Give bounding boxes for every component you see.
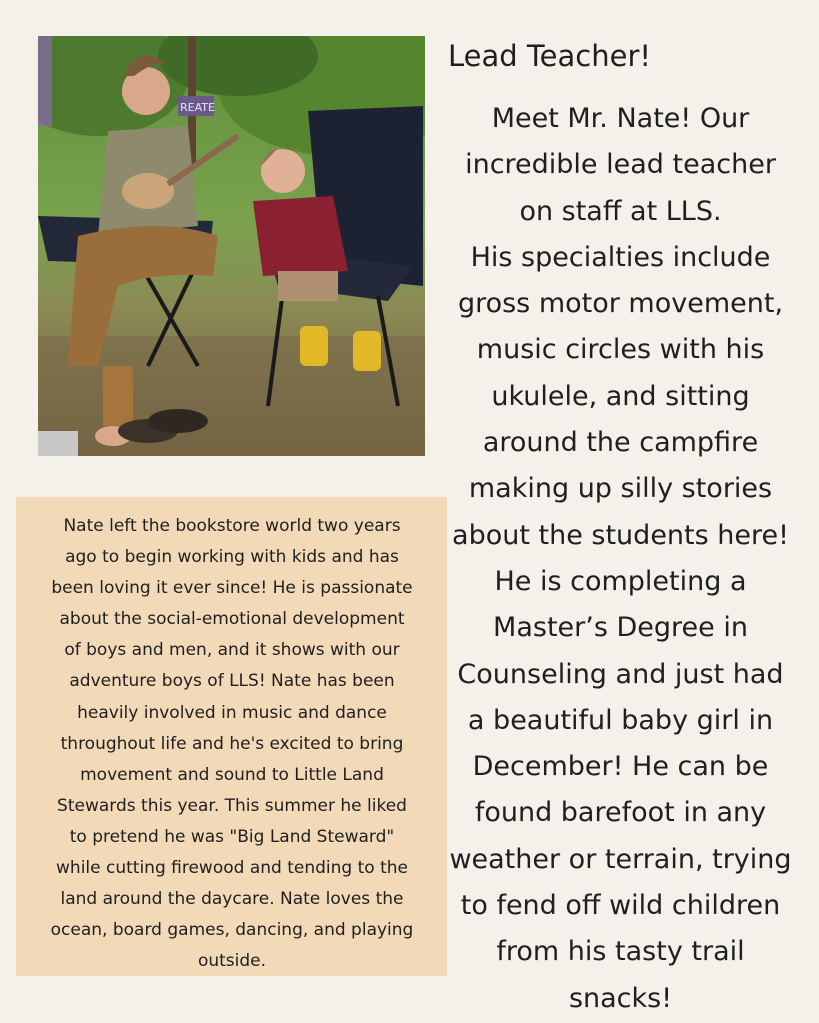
- teacher-intro: [448, 96, 793, 1022]
- intro-line: on staff at LLS.: [519, 195, 722, 227]
- bio-line: ocean, board games, dancing, and playing: [50, 920, 414, 941]
- bio-line: to pretend he was "Big Land Steward": [69, 826, 395, 847]
- intro-line: Master’s Degree in: [493, 612, 748, 644]
- intro-line: about the students here!: [452, 519, 789, 551]
- bio-line: Stewards this year. This summer he liked: [57, 795, 407, 816]
- intro-line: He is completing a: [494, 565, 747, 597]
- lead-teacher-heading: Lead Teacher!: [448, 39, 651, 73]
- bio-line: movement and sound to Little Land: [80, 764, 384, 785]
- bio-line: been loving it ever since! He is passionate: [51, 578, 413, 599]
- intro-line: weather or terrain, trying: [449, 843, 792, 875]
- intro-line: His specialties include: [470, 241, 771, 273]
- bio-line: outside.: [197, 951, 267, 972]
- bio-text: [38, 511, 426, 977]
- intro-line: snacks!: [568, 982, 673, 1014]
- intro-line: found barefoot in any: [474, 797, 767, 829]
- intro-line: around the campfire: [482, 427, 759, 459]
- teacher-photo-illustration: [38, 36, 425, 456]
- bio-line: heavily involved in music and dance: [77, 702, 387, 723]
- sign-text: REATE: [180, 101, 215, 114]
- bio-line: land around the daycare. Nate loves the: [60, 889, 404, 910]
- intro-line: Counseling and just had: [457, 658, 784, 690]
- teacher-photo: [38, 36, 425, 456]
- intro-line: from his tasty trail: [496, 936, 745, 968]
- bio-line: of boys and men, and it shows with our: [64, 640, 400, 661]
- intro-line: December! He can be: [472, 751, 769, 783]
- intro-line: gross motor movement,: [457, 288, 784, 320]
- intro-line: to fend off wild children: [460, 890, 781, 922]
- intro-line: a beautiful baby girl in: [467, 704, 774, 736]
- intro-line: ukulele, and sitting: [491, 380, 750, 412]
- bio-line: ago to begin working with kids and has: [65, 547, 399, 568]
- bio-line: Nate left the bookstore world two years: [63, 516, 401, 536]
- intro-line: Meet Mr. Nate! Our: [491, 103, 750, 134]
- intro-line: music circles with his: [476, 334, 765, 366]
- bio-panel: [16, 497, 447, 976]
- intro-line: making up silly stories: [468, 473, 773, 505]
- bio-line: about the social-emotional development: [59, 609, 405, 630]
- bio-line: adventure boys of LLS! Nate has been: [69, 671, 395, 692]
- bio-line: throughout life and he's excited to bring: [60, 733, 404, 754]
- intro-line: incredible lead teacher: [465, 149, 776, 181]
- bio-line: while cutting firewood and tending to the: [56, 858, 408, 879]
